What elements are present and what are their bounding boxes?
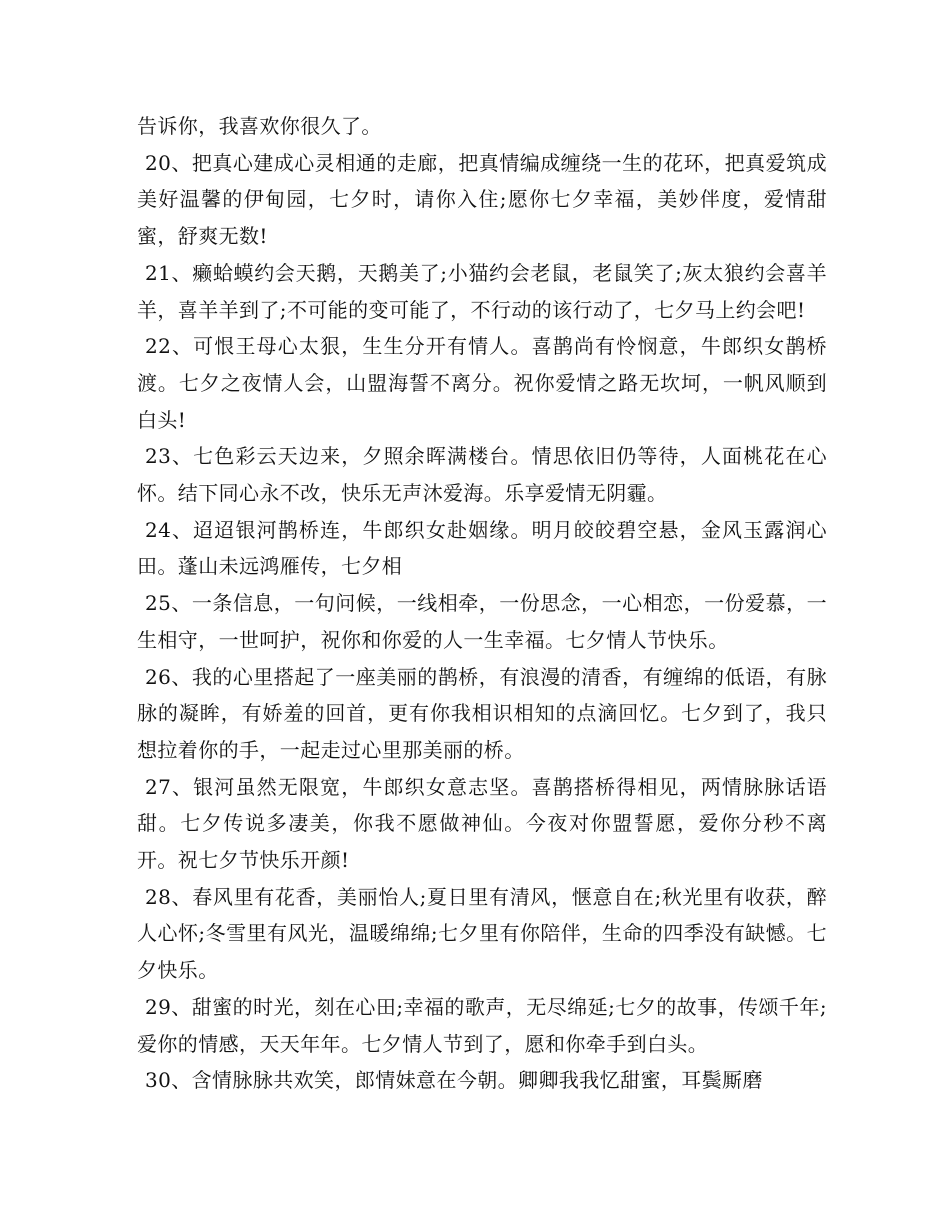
- paragraph: 30、含情脉脉共欢笑，郎情妹意在今朝。卿卿我我忆甜蜜，耳鬓厮磨: [145, 1068, 763, 1093]
- document-page: [137, 108, 827, 1099]
- paragraph: 25、一条信息，一句问候，一线相牵，一份思念，一心相恋，一份爱慕，一生相守，一世呵护，祝你和你爱的人一生幸福。七夕情人节快乐。: [137, 591, 827, 652]
- paragraph: 24、迢迢银河鹊桥连，牛郎织女赴姻缘。明月皎皎碧空悬，金风玉露润心田。蓬山未远鸿雁传，七夕相: [137, 517, 827, 579]
- paragraph: 29、甜蜜的时光，刻在心田;幸福的歌声，无尽绵延;七夕的故事，传颂千年;爱你的情感，天天年年。七夕情人节到了，愿和你牵手到白头。: [137, 994, 827, 1056]
- paragraph: 27、银河虽然无限宽，牛郎织女意志坚。喜鹊搭桥得相见，两情脉脉话语甜。七夕传说多凄美，你我不愿做神仙。今夜对你盟誓愿，爱你分秒不离开。祝七夕节快乐开颜!: [137, 774, 827, 873]
- paragraph: 26、我的心里搭起了一座美丽的鹊桥，有浪漫的清香，有缠绵的低语，有脉脉的凝眸，有娇羞的回首，更有你我相识相知的点滴回忆。七夕到了，我只想拉着你的手，一起走过心里那美丽的桥。: [137, 664, 827, 762]
- paragraph: 28、春风里有花香，美丽怡人;夏日里有清风，惬意自在;秋光里有收获，醉人心怀;冬雪里有风光，温暖绵绵;七夕里有你陪伴，生命的四季没有缺憾。七夕快乐。: [137, 884, 827, 983]
- paragraph: 22、可恨王母心太狠，生生分开有情人。喜鹊尚有怜悯意，牛郎织女鹊桥渡。七夕之夜情人会，山盟海誓不离分。祝你爱情之路无坎坷，一帆风顺到白头!: [137, 334, 827, 432]
- paragraph: 23、七色彩云天边来，夕照余晖满楼台。情思依旧仍等待，人面桃花在心怀。结下同心永不改，快乐无声沐爱海。乐享爱情无阴霾。: [137, 444, 827, 506]
- paragraph: 20、把真心建成心灵相通的走廊，把真情编成缠绕一生的花环，把真爱筑成美好温馨的伊甸园，七夕时，请你入住;愿你七夕幸福，美妙伴度，爱情甜蜜，舒爽无数!: [137, 150, 827, 249]
- paragraph: 告诉你，我喜欢你很久了。: [137, 114, 382, 138]
- paragraph: 21、癞蛤蟆约会天鹅，天鹅美了;小猫约会老鼠，老鼠笑了;灰太狼约会喜羊羊，喜羊羊到了;不可能的变可能了，不行动的该行动了，七夕马上约会吧!: [137, 260, 827, 322]
